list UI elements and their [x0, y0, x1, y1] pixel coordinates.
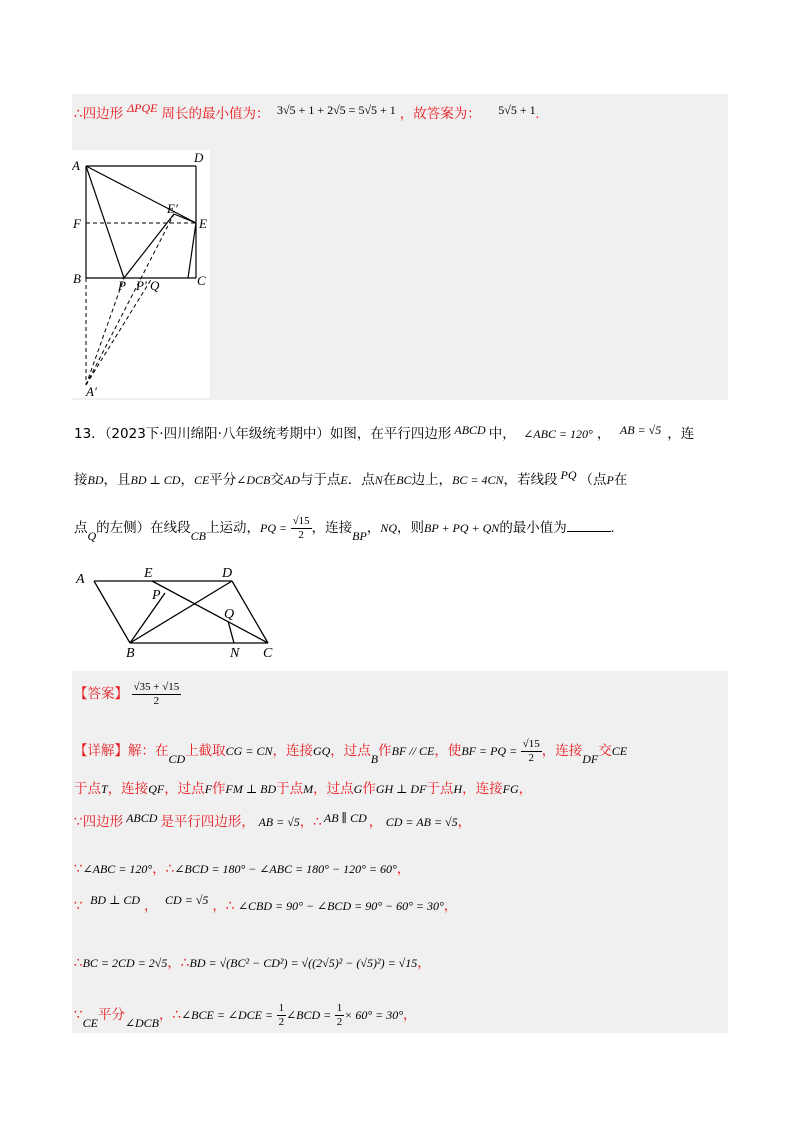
fig2-label-A: A	[76, 572, 85, 587]
fig1-label-C: C	[197, 273, 206, 288]
problem-line-2: 接BD，且BD ⊥ CD，CE平分∠DCB交AD与于点E．点N在BC边上，BC = 4CN，若线段 PQ （点P在	[74, 468, 628, 488]
fig1-label-D: D	[194, 150, 204, 165]
answer-fraction: $\frac{√35 + √15}{2}$	[133, 681, 180, 708]
fig1-label-E: E	[199, 216, 207, 231]
problem-line-1: 13．（2023下·四川绵阳·八年级统考期中）如图，在平行四边形 ABCD 中， ∠ABC = 120° ， AB = √5 ，连	[74, 423, 695, 442]
fig2-label-B: B	[126, 646, 135, 661]
detail-line-4: ∵∠ABC = 120°，∴∠BCD = 180° − ∠ABC = 180° − 120° = 60°，	[74, 861, 411, 877]
fig2-label-E: E	[144, 566, 153, 581]
bf-fraction: $\frac{√15}{2}$	[522, 738, 540, 765]
figure-parallelogram	[72, 563, 282, 663]
fig2-label-C: C	[263, 646, 273, 661]
detail-line-1: 【详解】解：在CD上截取CG = CN，连接GQ，过点B作BF // CE，使BF = PQ = $\frac{√15}{2}$ ，连接DF交CE	[74, 738, 628, 766]
fig1-label-P-prime: P′	[136, 278, 147, 293]
fig1-label-A-prime: A′	[86, 384, 97, 398]
fig1-label-Q: Q	[150, 278, 160, 293]
detail-line-6: ∴BC = 2CD = 2√5，∴BD = √(BC² − CD²) = √((2√5)² − (√5)²) = √15，	[74, 955, 431, 971]
answer-blank	[567, 517, 611, 532]
fig1-label-B: B	[73, 271, 81, 286]
top-answer-line: ∴四边形 ΔPQE 周长的最小值为： 3√5 + 1 + 2√5 = 5√5 + 1 ，故答案为： 5√5 + 1.	[74, 101, 540, 122]
detail-line-5: ∵ BD ⊥ CD ， CD = √5 ，∴ ∠CBD = 90° − ∠BCD = 90° − 60° = 30°，	[74, 893, 458, 914]
detail-line-3: ∵四边形 ABCD 是平行四边形， AB = √5，∴ AB ∥ CD ， CD = AB = √5，	[74, 811, 472, 830]
fig1-label-A: A	[72, 158, 80, 173]
detail-line-2: 于点T，连接QF，过点F作FM ⊥ BD于点M，过点G作GH ⊥ DF于点H，连接FG，	[74, 781, 533, 797]
fig1-label-E-prime: E′	[167, 201, 178, 216]
fig1-label-F: F	[73, 216, 81, 231]
half-fraction-2: $\frac{1}{2}$	[336, 1002, 343, 1029]
answer-line: 【答案】 $\frac{√35 + √15}{2}$	[74, 681, 180, 708]
answer-panel-bottom	[72, 671, 728, 1033]
problem-line-3: 点Q的左侧）在线段CB上运动，PQ = $\frac{√15}{2}$ ，连接BP，NQ，则BP + PQ + QN的最小值为 .	[74, 515, 615, 543]
fig2-label-D: D	[222, 566, 233, 581]
figure-square-reflection	[72, 150, 210, 398]
detail-line-7: ∵CE平分∠DCB，∴∠BCE = ∠DCE = $\frac{1}{2}$ ∠BCD = $\frac{1}{2}$ × 60° = 30°，	[74, 1002, 417, 1030]
fig2-label-P: P	[152, 588, 161, 603]
fig1-label-P: P	[118, 278, 126, 293]
pq-fraction: $\frac{√15}{2}$	[292, 515, 310, 542]
fig2-label-N: N	[230, 646, 240, 661]
half-fraction-1: $\frac{1}{2}$	[278, 1002, 285, 1029]
fig2-label-Q: Q	[224, 607, 235, 622]
